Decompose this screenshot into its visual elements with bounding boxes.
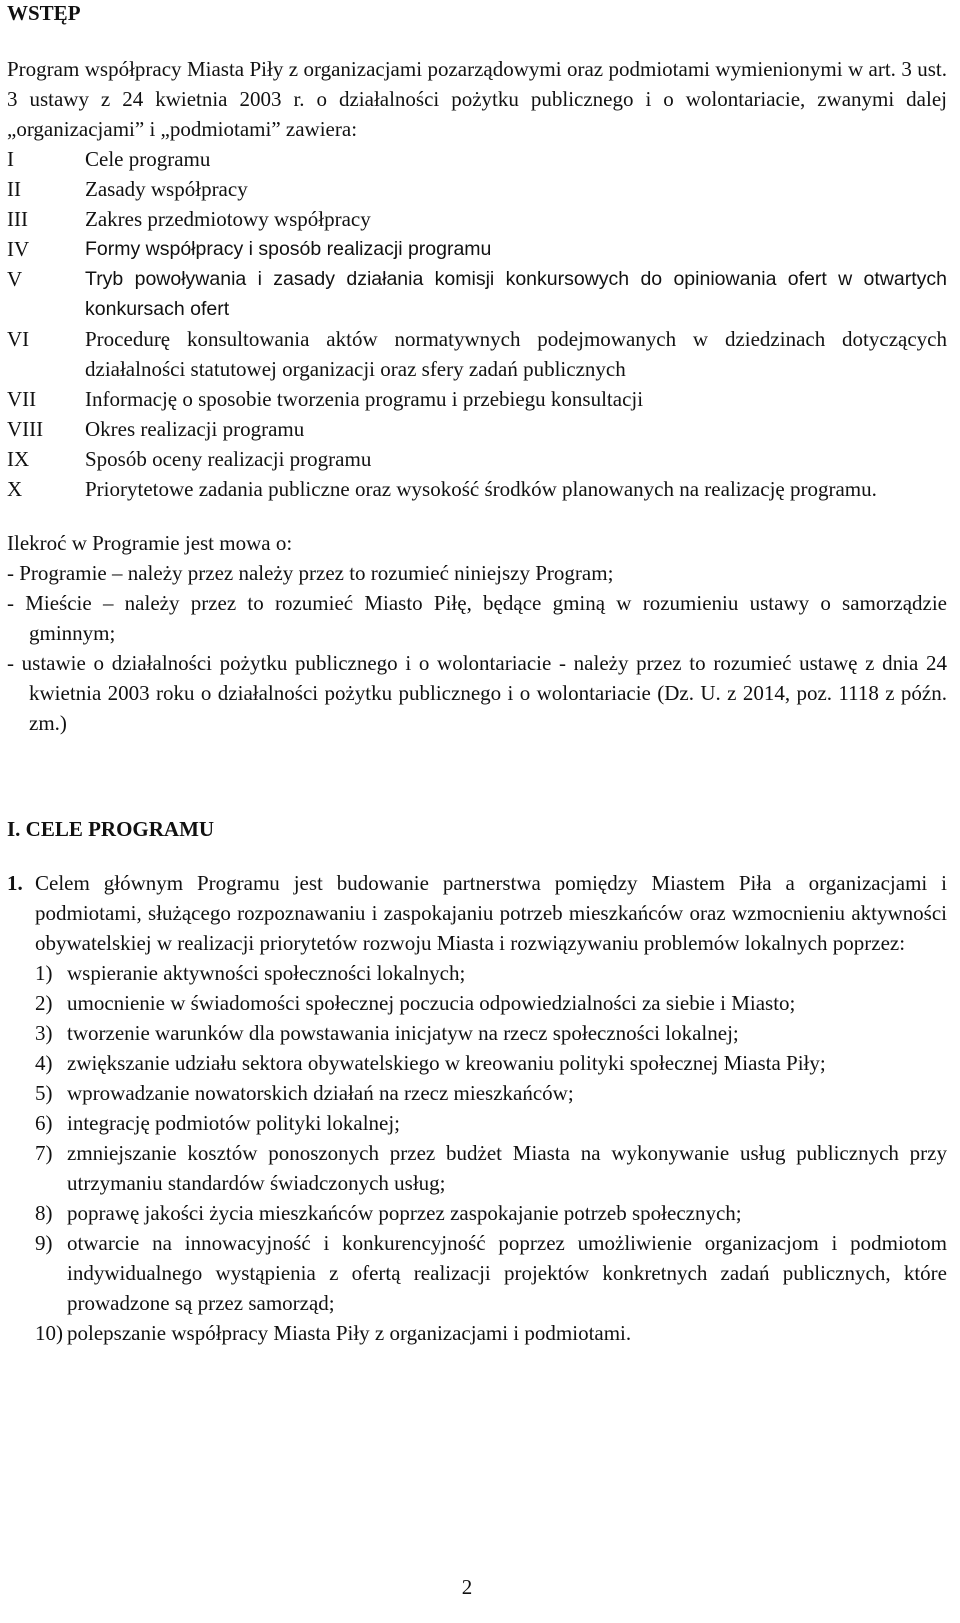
contents-item: [7, 174, 947, 204]
list-item: [35, 988, 947, 1018]
contents-item-number: VIII: [7, 417, 44, 441]
list-item: [35, 1078, 947, 1108]
contents-item-number: II: [7, 177, 21, 201]
list-item-text: otwarcie na innowacyjność i konkurencyjność poprzez umożliwienie organizacjom i podmiotom indywidualnego wystąpienia z ofertą realizacji projektów konkretnych zadań publicznych, które prowadzone są przez samorząd;: [67, 1231, 947, 1315]
goal-body: [35, 868, 947, 1348]
definitions-intro: Ilekroć w Programie jest mowa o:: [7, 531, 293, 555]
definition-item: - ustawie o działalności pożytku publicznego i o wolontariacie - należy przez to rozumieć ustawę z dnia 24 kwietnia 2003 roku o działalności pożytku publicznego i o wolontariacie (Dz. U. z 2014, poz. 1118 z późn. zm.): [7, 651, 947, 735]
list-item-text: zwiększanie udziału sektora obywatelskiego w kreowaniu polityki społecznej Miasta Piły;: [67, 1051, 826, 1075]
contents-item-text: Informację o sposobie tworzenia programu i przebiegu konsultacji: [85, 387, 644, 411]
list-item-text: wspieranie aktywności społeczności lokalnych;: [67, 961, 466, 985]
list-item-text: integrację podmiotów polityki lokalnej;: [67, 1111, 401, 1135]
contents-item: [7, 264, 947, 324]
contents-item-text: Formy współpracy i sposób realizacji programu: [85, 238, 492, 260]
contents-item-text: Sposób oceny realizacji programu: [85, 447, 372, 471]
list-item-number: 9): [35, 1231, 53, 1255]
contents-item: [7, 234, 947, 264]
contents-item-text: Okres realizacji programu: [85, 417, 305, 441]
contents-item-number: IX: [7, 447, 30, 471]
contents-item-number: X: [7, 477, 23, 501]
contents-item-text: Cele programu: [85, 147, 211, 171]
contents-item-number: IV: [7, 237, 30, 261]
list-item-number: 10): [35, 1321, 63, 1345]
page-number: 2: [461, 1575, 473, 1599]
list-item-number: 3): [35, 1021, 53, 1045]
list-item-number: 5): [35, 1081, 53, 1105]
list-item-text: poprawę jakości życia mieszkańców poprzez zaspokajanie potrzeb społecznych;: [67, 1201, 742, 1225]
contents-item: [7, 144, 947, 174]
contents-item-text: Procedurę konsultowania aktów normatywnych podejmowanych w dziedzinach dotyczących działalności statutowej organizacji oraz sfery zadań publicznych: [85, 327, 947, 381]
list-item: [35, 1108, 947, 1138]
goal-number: 1.: [7, 871, 23, 895]
list-item-text: umocnienie w świadomości społecznej poczucia odpowiedzialności za siebie i Miasto;: [67, 991, 796, 1015]
list-item-number: 2): [35, 991, 53, 1015]
contents-item-text: Priorytetowe zadania publiczne oraz wysokość środków planowanych na realizację programu.: [85, 477, 877, 501]
contents-item-number: III: [7, 207, 28, 231]
contents-item-number: V: [7, 267, 23, 291]
list-item-text: wprowadzanie nowatorskich działań na rzecz mieszkańców;: [67, 1081, 574, 1105]
list-item-number: 7): [35, 1141, 53, 1165]
list-item: [35, 1318, 947, 1348]
definition-item: - Programie – należy przez należy przez to rozumieć niniejszy Program;: [7, 561, 614, 585]
document-page: [7, 0, 947, 1348]
contents-item-text: Zasady współpracy: [85, 177, 248, 201]
list-item-text: zmniejszanie kosztów ponoszonych przez budżet Miasta na wykonywanie usług publicznych przy utrzymaniu standardów świadczonych usług;: [67, 1141, 947, 1195]
contents-item-number: VI: [7, 327, 30, 351]
list-item-number: 8): [35, 1201, 53, 1225]
goal-sub-list: [35, 958, 947, 1348]
contents-item: [7, 474, 947, 504]
section-heading-wstep: WSTĘP: [7, 1, 81, 25]
list-item-text: polepszanie współpracy Miasta Piły z organizacjami i podmiotami.: [67, 1321, 632, 1345]
definition-item: - Mieście – należy przez to rozumieć Miasto Piłę, będące gminą w rozumieniu ustawy o samorządzie gminnym;: [7, 591, 947, 645]
intro-paragraph: Program współpracy Miasta Piły z organizacjami pozarządowymi oraz podmiotami wymienionymi w art. 3 ust. 3 ustawy z 24 kwietnia 2003 r. o działalności pożytku publicznego i o wolontariacie, zwanymi dalej „organizacjami” i „podmiotami” zawiera:: [7, 57, 947, 141]
list-item: [35, 1048, 947, 1078]
list-item: [35, 1018, 947, 1048]
goal-paragraph: [7, 868, 947, 1348]
list-item-number: 1): [35, 961, 53, 985]
list-item-number: 4): [35, 1051, 53, 1075]
contents-item: [7, 414, 947, 444]
section-title-cele-programu: I. CELE PROGRAMU: [7, 817, 215, 841]
contents-item: [7, 204, 947, 234]
list-item-number: 6): [35, 1111, 53, 1135]
contents-item: [7, 324, 947, 384]
list-item: [35, 958, 947, 988]
contents-item: [7, 384, 947, 414]
contents-list: [7, 144, 947, 504]
list-item: [35, 1198, 947, 1228]
contents-item-text: Tryb powoływania i zasady działania komisji konkursowych do opiniowania ofert w otwartych konkursach ofert: [85, 268, 947, 320]
contents-item-text: Zakres przedmiotowy współpracy: [85, 207, 371, 231]
list-item-text: tworzenie warunków dla powstawania inicjatyw na rzecz społeczności lokalnej;: [67, 1021, 739, 1045]
list-item: [35, 1228, 947, 1318]
contents-item-number: I: [7, 147, 14, 171]
goal-text: Celem głównym Programu jest budowanie partnerstwa pomiędzy Miastem Piła a organizacjami i podmiotami, służącego rozpoznawaniu i zaspokajaniu potrzeb mieszkańców oraz wzmocnieniu aktywności obywatelskiej w realizacji priorytetów rozwoju Miasta i rozwiązywaniu problemów lokalnych poprzez:: [35, 871, 947, 955]
contents-item-number: VII: [7, 387, 37, 411]
definitions-block: [7, 528, 947, 738]
contents-item: [7, 444, 947, 474]
list-item: [35, 1138, 947, 1198]
